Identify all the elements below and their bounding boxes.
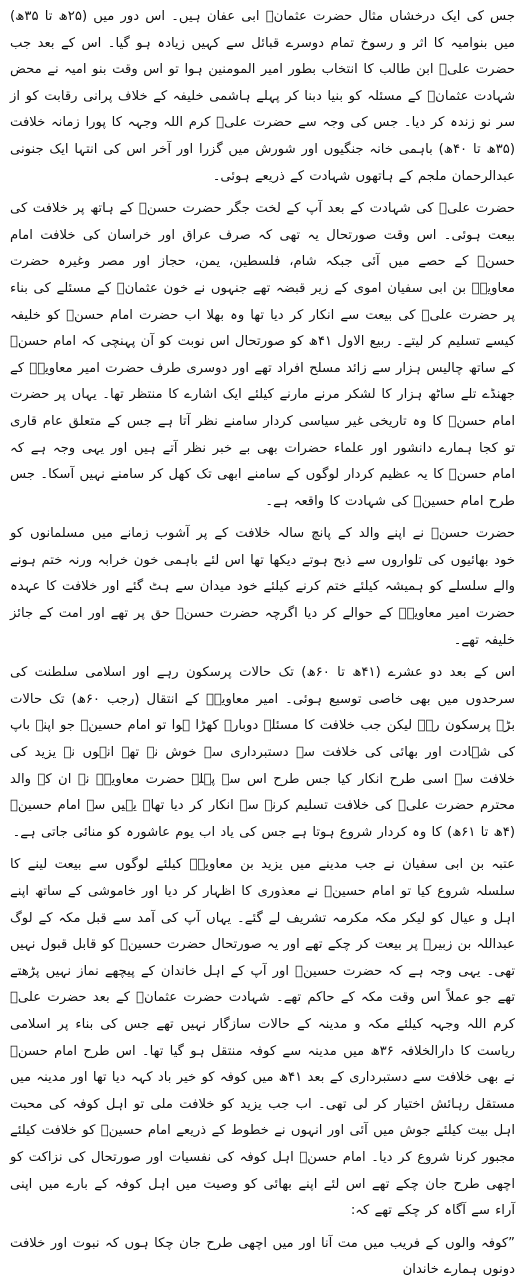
quotation-paragraph: ”کوفہ والوں کے فریب میں مت آنا اور میں اچھی طرح جان چکا ہوں کہ نبوت اور خلافت دونوں ہمارے خاندان [10, 1235, 515, 1278]
paragraph-3: حضرت حسنؓ نے اپنے والد کے پانچ سالہ خلافت کے پر آشوب زمانے میں مسلمانوں کو خود بھائیوں کی تلواروں سے ذبح ہوتے دیکھا تھا اس لئے باہمی خون خرابہ ورنہ ختم ہونے والے سلسلے کو ہمیشہ کیلئے ختم کرنے کیلئے خود میدان سے ہٹ گئے اور خلافت کا عہدہ حضرت امیر معاویہؓ کے حوالے کر دیا اگرچہ حضرت حسنؓ حق پر تھے اور امت کے جائز خلیفہ تھے۔ [10, 526, 515, 648]
paragraph-2: حضرت علیؓ کی شہادت کے بعد آپ کے لخت جگر حضرت حسنؓ کے ہاتھ پر خلافت کی بیعت ہوئی۔ اس وقت صورتحال یہ تھی کہ صرف عراق اور خراسان کی خلافت امام حسنؓ کے حصے میں آئی جبکہ شام، فلسطین، یمن، حجاز اور مصر وغیرہ حضرت معاویہؓ بن ابی سفیان اموی کے زیر قبضہ تھے جنہوں نے خون عثمانؓ کے مسئلے کی بناء پر حضرت علیؓ کی بیعت سے انکار کر دیا تھا وہ بھلا اب حضرت امام حسنؓ کو خلیفہ کیسے تسلیم کر لیتے۔ ربیع الاول ۴۱ھ کو صورتحال اس نوبت کو آن پہنچی کہ امام حسنؓ کے ساتھ چالیس ہزار سے زائد مسلح افراد تھے اور دوسری طرف حضرت امیر معاویہؓ کے جھنڈے تلے ساٹھ ہزار کا لشکر مرنے مارنے کیلئے ایک اشارے کا منتظر تھا۔ یہاں پر حضرت امام حسنؓ کا وہ تاریخی غیر سیاسی کردار سامنے نظر آتا ہے جس کے متعلق عام قاری تو کجا ہمارے دانشور اور علماء حضرات بھی بے خبر نظر آتے ہیں اور یہی وجہ ہے کہ امام حسنؓ کا یہ عظیم کردار لوگوں کے سامنے ابھی تک کھل کر سامنے نہیں آسکا۔ جس طرح امام حسینؓ کی شہادت کا واقعہ ہے۔ [10, 201, 515, 509]
paragraph-1: جس کی ایک درخشاں مثال حضرت عثمانؓ ابی عفان ہیں۔ اس دور میں (۲۵ھ تا ۳۵ھ) میں بنوامیہ کا اثر و رسوخ تمام دوسرے قبائل سے کہیں زیادہ ہو گیا۔ اس کے بعد جب حضرت علیؓ ابن طالب کا انتخاب بطور امیر المومنین ہوا تو اس وقت بنو امیہ نے محض شہادت عثمانؓ کے مسئلہ کو بنیا دبنا کر پہلے ہاشمی خلیفہ کے خلاف پرانی رقابت کو از سر نو زندہ کر دیا۔ جس کی وجہ سے حضرت علیؓ کرم اللہ وجہہ کا پورا زمانہ خلافت (۳۵ھ تا ۴۰ھ) باہمی خانہ جنگیوں اور شورش میں گزرا اور آخر اس کی انتہا ایک جنونی عبدالرحمان ملجم کے ہاتھوں شہادت کے ذریعے ہوئی۔ [10, 9, 515, 184]
paragraph-4: اس کے بعد دو عشرے (۴۱ھ تا ۶۰ھ) تک حالات پرسکون رہے اور اسلامی سلطنت کی سرحدوں میں بھی خاصی توسیع ہوئی۔ امیر معاویہؓ کے انتقال (رجب ۶۰ھ) تک حالات بڑے پرسکون رہے لیکن جب خلافت کا مسئلہ دوبارہ کھڑا ہوا تو امام حسینؓ جو اپنے باپ کی شہادت اور بھائی کی خلافت سے دستبرداری سے خوش نہ تھے انہوں نے یزید کی خلافت سے اسی طرح انکار کیا جس طرح اس سے پہلے حضرت معاویہؓ نے ان کے والد محترم حضرت علیؓ کی خلافت تسلیم کرنے سے انکار کر دیا تھا۔ یہیں سے امام حسینؓ (۴ھ تا ۶۱ھ) کا وہ کردار شروع ہوتا ہے جس کی یاد اب یوم عاشورہ کو منائی جاتی ہے۔ [10, 665, 515, 840]
paragraph-5: عتبہ بن ابی سفیان نے جب مدینے میں یزید بن معاویہؓ کیلئے لوگوں سے بیعت لینے کا سلسلہ شروع کیا تو امام حسینؓ نے معذوری کا اظہار کر دیا اور خاموشی کے ساتھ اپنے اہل و عیال کو لیکر مکہ مکرمہ تشریف لے گئے۔ یہاں آپ کی آمد سے قبل مکہ کے لوگ عبداللہ بن زبیرؓ پر بیعت کر چکے تھے اور یہ صورتحال حضرت حسینؓ کو قابل قبول نہیں تھی۔ یہی وجہ ہے کہ حضرت حسینؓ اور آپ کے اہل خاندان کے پیچھے نماز نہیں پڑھتے تھے جو عملاً اس وقت مکہ کے حاکم تھے۔ شہادت حضرت عثمانؓ کے بعد حضرت علیؓ کرم اللہ وجہہ کیلئے مکہ و مدینہ کے حالات سازگار نہیں تھے جس کی بناء پر اسلامی ریاست کا دارالخلافہ ۳۶ھ میں مدینہ سے کوفہ منتقل ہو گیا تھا۔ اس طرح امام حسنؓ نے بھی خلافت سے دستبرداری کے بعد ۴۱ھ میں کوفہ کو خیر باد کہہ دیا تھا اور مدینہ میں مستقل رہائش اختیار کر لی تھی۔ اب جب یزید کو خلافت ملی تو اہل کوفہ کی محبت اہل بیت کیلئے جوش میں آئی اور انہوں نے خطوط کے ذریعے امام حسینؓ کو خلافت کیلئے مجبور کرنا شروع کر دیا۔ امام حسنؓ اہل کوفہ کی نفسیات اور صورتحال کی نزاکت کو اچھی طرح جان چکے تھے اس لئے اپنے بھائی کو وصیت میں اہل کوفہ کے بارے میں اپنی آراء سے آگاہ کر چکے تھے کہ: [10, 857, 515, 1219]
